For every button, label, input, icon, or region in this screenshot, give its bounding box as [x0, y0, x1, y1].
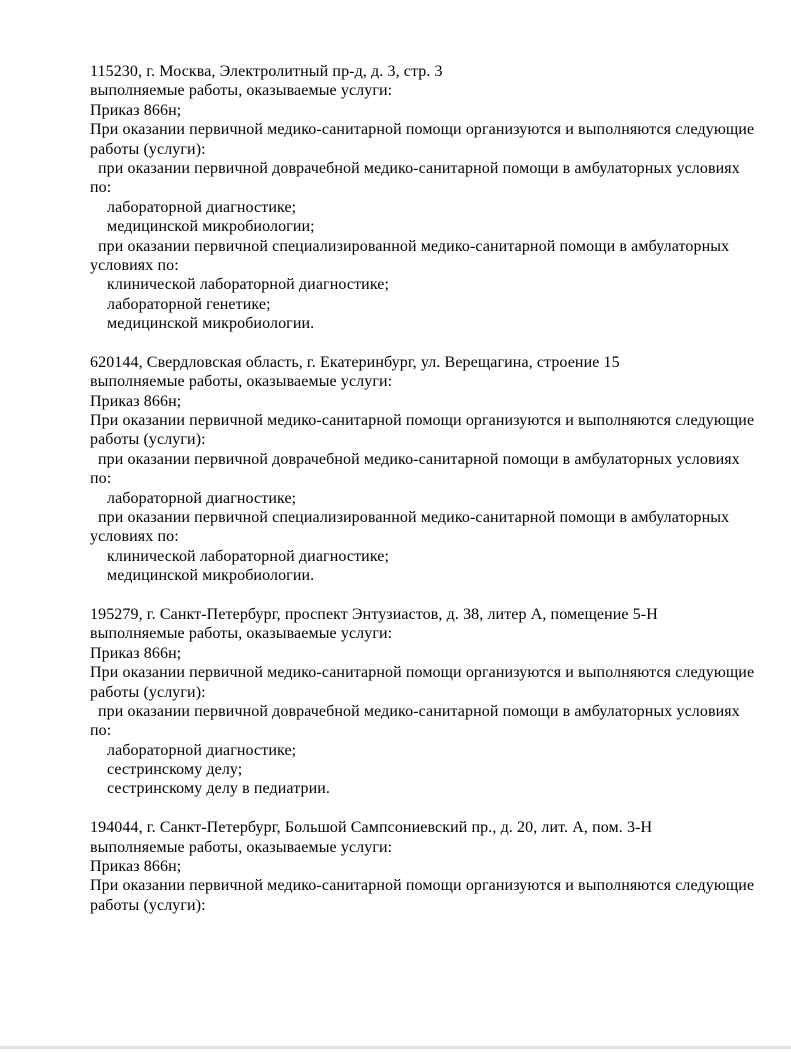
text-line: условиях по: — [90, 528, 179, 546]
address-section — [90, 818, 755, 915]
text-line: условиях по: — [90, 256, 179, 274]
text-line: работы (услуги): — [90, 431, 206, 449]
service-item: медицинской микробиологии. — [107, 567, 315, 585]
address-line: 195279, г. Санкт-Петербург, проспект Энтузиастов, д. 38, литер А, помещение 5-Н — [90, 605, 658, 623]
address-line: 115230, г. Москва, Электролитный пр-д, д. 3, стр. 3 — [90, 63, 443, 80]
service-group-line: при оказании первичной доврачебной медико-санитарной помощи в амбулаторных условиях — [98, 450, 740, 468]
service-item: лабораторной диагностике; — [107, 489, 297, 507]
service-item: лабораторной диагностике; — [107, 198, 297, 216]
works-services-label: выполняемые работы, оказываемые услуги: — [90, 838, 393, 856]
text-line: по: — [90, 722, 112, 740]
text-line: работы (услуги): — [90, 683, 206, 701]
address-line: 620144, Свердловская область, г. Екатеринбург, ул. Верещагина, строение 15 — [90, 353, 620, 371]
service-item: медицинской микробиологии. — [107, 315, 315, 333]
text-line: работы (услуги): — [90, 140, 206, 158]
order-866n-label: Приказ 866н; — [90, 101, 182, 119]
address-line: 194044, г. Санкт-Петербург, Большой Сампсониевский пр., д. 20, лит. А, пом. 3-Н — [90, 819, 653, 837]
service-group-line: при оказании первичной специализированной медико-санитарной помощи в амбулаторных — [98, 237, 730, 255]
service-group-line: при оказании первичной доврачебной медико-санитарной помощи в амбулаторных условиях — [98, 159, 740, 177]
text-line: При оказании первичной медико-санитарной помощи организуются и выполняются следующие — [90, 412, 755, 430]
text-line: При оказании первичной медико-санитарной помощи организуются и выполняются следующие — [90, 877, 755, 895]
service-item: сестринскому делу в педиатрии. — [107, 780, 331, 798]
service-item: лабораторной диагностике; — [107, 741, 297, 759]
order-866n-label: Приказ 866н; — [90, 858, 182, 876]
address-section — [90, 353, 755, 586]
text-line: работы (услуги): — [90, 896, 206, 914]
text-line: При оказании первичной медико-санитарной помощи организуются и выполняются следующие — [90, 664, 755, 682]
text-line: по: — [90, 179, 112, 197]
text-line: по: — [90, 470, 112, 488]
service-item: сестринскому делу; — [107, 761, 243, 779]
service-group-line: при оказании первичной доврачебной медико-санитарной помощи в амбулаторных условиях — [98, 702, 740, 720]
service-item: клинической лабораторной диагностике; — [107, 547, 390, 565]
works-services-label: выполняемые работы, оказываемые услуги: — [90, 82, 393, 100]
service-group-line: при оказании первичной специализированной медико-санитарной помощи в амбулаторных — [98, 508, 730, 526]
order-866n-label: Приказ 866н; — [90, 644, 182, 662]
address-section — [90, 605, 755, 799]
license-addresses-document — [90, 62, 755, 935]
text-line: При оказании первичной медико-санитарной помощи организуются и выполняются следующие — [90, 121, 755, 139]
works-services-label: выполняемые работы, оказываемые услуги: — [90, 625, 393, 643]
bottom-divider — [0, 1046, 791, 1049]
service-item: лабораторной генетике; — [107, 295, 271, 313]
works-services-label: выполняемые работы, оказываемые услуги: — [90, 373, 393, 391]
order-866n-label: Приказ 866н; — [90, 392, 182, 410]
address-section — [90, 62, 755, 333]
service-item: медицинской микробиологии; — [107, 218, 315, 236]
service-item: клинической лабораторной диагностике; — [107, 276, 390, 294]
